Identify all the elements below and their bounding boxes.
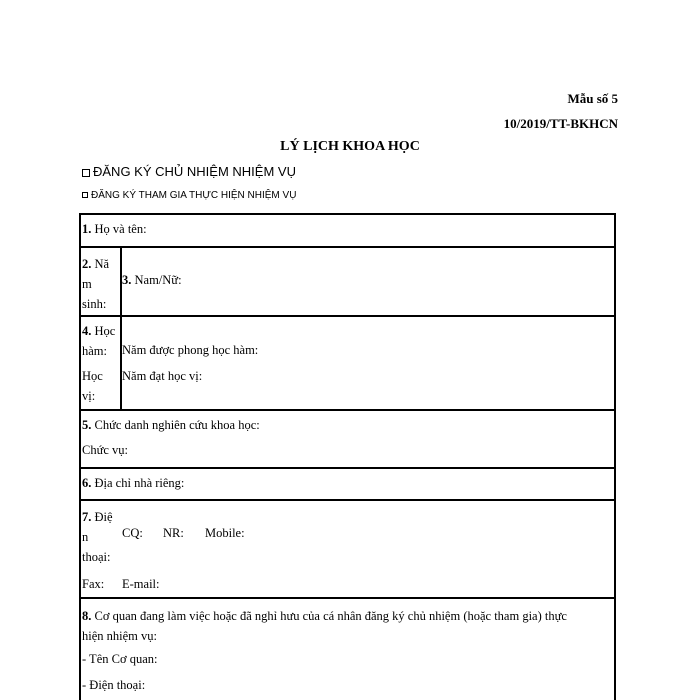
academic-title-label: 4. Học hàm: xyxy=(82,324,116,358)
workplace-label-cont: hiện nhiệm vụ: xyxy=(82,629,157,643)
phone-label: 7. Điệ n thoại: xyxy=(82,510,113,564)
register-participate-option[interactable] xyxy=(82,191,296,201)
academic-degree-year-field[interactable]: Năm đạt học vị: xyxy=(122,369,203,383)
checkbox-icon[interactable] xyxy=(82,169,90,177)
row-divider xyxy=(79,467,616,469)
workplace-label: 8. Cơ quan đang làm việc hoặc đã nghỉ hưu của cá nhân đăng ký chủ nhiệm (hoặc tham gia) thực xyxy=(82,609,567,623)
fax-field[interactable]: Fax: xyxy=(82,577,105,591)
row-divider xyxy=(79,499,616,501)
home-phone-field[interactable]: NR: xyxy=(163,526,184,540)
register-lead-label: ĐĂNG KÝ CHỦ NHIỆM NHIỆM VỤ xyxy=(93,164,296,179)
table-border-right xyxy=(614,213,616,700)
form-number: Mẫu số 5 xyxy=(567,91,618,106)
row-divider xyxy=(79,409,616,411)
mobile-phone-field[interactable]: Mobile: xyxy=(205,526,245,540)
organization-name-field[interactable]: - Tên Cơ quan: xyxy=(82,652,158,666)
document-title: LÝ LỊCH KHOA HỌC xyxy=(280,139,420,154)
row-divider xyxy=(79,246,616,248)
home-address-field[interactable]: 6. Địa chỉ nhà riêng: xyxy=(82,476,185,490)
position-field[interactable]: Chức vụ: xyxy=(82,443,129,457)
register-lead-option[interactable] xyxy=(82,165,296,178)
checkbox-icon[interactable] xyxy=(82,192,88,198)
gender-field[interactable]: 3. Nam/Nữ: xyxy=(122,273,182,287)
circular-reference: 10/2019/TT-BKHCN xyxy=(503,116,618,131)
academic-degree-label: Học vị: xyxy=(82,369,103,403)
row-divider xyxy=(79,315,616,317)
research-title-field[interactable]: 5. Chức danh nghiên cứu khoa học: xyxy=(82,418,260,432)
row-divider xyxy=(79,597,616,599)
register-participate-label: ĐĂNG KÝ THAM GIA THỰC HIỆN NHIỆM VỤ xyxy=(91,190,297,201)
academic-title-year-field[interactable]: Năm được phong học hàm: xyxy=(122,343,259,357)
organization-phone-field[interactable]: - Điện thoại: xyxy=(82,678,146,692)
birth-year-label[interactable]: 2. Nă m sinh: xyxy=(82,257,110,311)
table-border-left xyxy=(79,213,81,700)
email-field[interactable]: E-mail: xyxy=(122,577,160,591)
office-phone-field[interactable]: CQ: xyxy=(122,526,143,540)
full-name-field[interactable]: 1. Họ và tên: xyxy=(82,222,147,236)
table-border-top xyxy=(79,213,616,215)
